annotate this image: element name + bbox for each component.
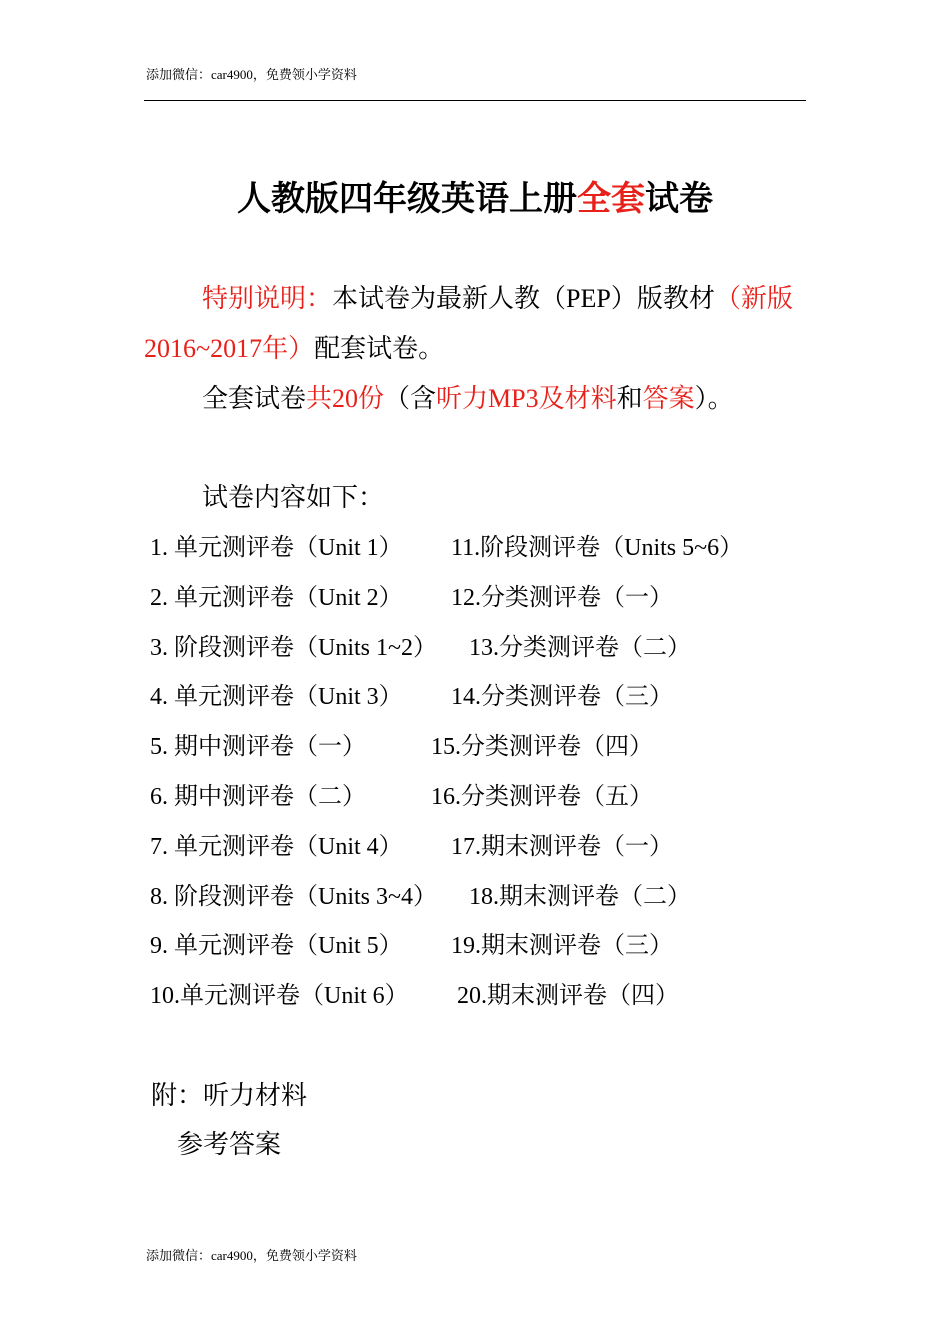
contents-item-left: 6. 期中测评卷（二）: [150, 784, 366, 810]
contents-item-left: 10.单元测评卷（Unit 6）: [150, 983, 409, 1010]
intro-line2-b: 共20份: [306, 384, 385, 413]
contents-item-left: 2. 单元测评卷（Unit 2）: [150, 584, 403, 611]
appendix-line-1: 附：听力材料: [151, 1081, 308, 1110]
intro-line2-e: 和: [616, 384, 643, 413]
intro-paragraph-2: [202, 374, 866, 424]
contents-row: [0, 827, 950, 867]
contents-row: [0, 976, 950, 1016]
intro-line2-a: 全套试卷: [202, 384, 307, 413]
contents-item-right: 18.期末测评卷（二）: [469, 883, 691, 910]
contents-item-right: 19.期末测评卷（三）: [451, 933, 673, 960]
intro-paragraph: [144, 274, 808, 374]
contents-item-left: 3. 阶段测评卷（Units 1~2）: [150, 634, 437, 661]
contents-item-right: 13.分类测评卷（二）: [469, 634, 691, 661]
intro-line2-d: 听力MP3及材料: [436, 384, 617, 413]
contents-row: [0, 628, 950, 668]
intro-line2-c: （含: [384, 384, 437, 413]
header-divider: [144, 100, 806, 101]
title-part-2-highlight: 全套: [577, 181, 645, 218]
contents-item-right: 11.阶段测评卷（Units 5~6）: [451, 535, 744, 561]
contents-row: [0, 528, 950, 568]
intro-text-1: 本试卷为最新人教（PEP）版教材: [332, 284, 715, 313]
contents-item-right: 12.分类测评卷（一）: [451, 584, 673, 611]
contents-item-left: 5. 期中测评卷（一）: [150, 734, 366, 761]
contents-row: [0, 578, 950, 618]
contents-row: [0, 727, 950, 767]
contents-item-left: 7. 单元测评卷（Unit 4）: [150, 833, 403, 860]
intro-line2-g: ）。: [694, 384, 734, 413]
contents-row: [0, 777, 950, 817]
contents-row: [0, 926, 950, 966]
contents-row: [0, 877, 950, 917]
contents-item-right: 17.期末测评卷（一）: [451, 833, 673, 860]
title-part-1: 人教版四年级英语上册: [237, 181, 577, 218]
contents-item-left: 1. 单元测评卷（Unit 1）: [150, 535, 403, 561]
contents-item-left: 9. 单元测评卷（Unit 5）: [150, 933, 403, 960]
footer-note: 添加微信：car4900，免费领小学资料: [146, 1248, 357, 1263]
contents-item-left: 8. 阶段测评卷（Units 3~4）: [150, 883, 437, 910]
title-part-3: 试卷: [645, 181, 713, 218]
intro-line2-f: 答案: [642, 384, 695, 413]
contents-item-right: 20.期末测评卷（四）: [457, 983, 679, 1010]
appendix-line-2: 参考答案: [177, 1130, 282, 1159]
document-title: [0, 176, 950, 224]
header-note: 添加微信：car4900，免费领小学资料: [146, 67, 357, 82]
contents-item-right: 16.分类测评卷（五）: [431, 784, 653, 810]
intro-label: 特别说明：: [202, 284, 333, 313]
contents-item-right: 14.分类测评卷（三）: [451, 684, 673, 711]
contents-row: [0, 677, 950, 717]
intro-text-2: 配套试卷。: [314, 334, 445, 363]
contents-item-left: 4. 单元测评卷（Unit 3）: [150, 684, 403, 711]
intro-highlight-edition: （新版2016~2017年）: [144, 284, 793, 363]
contents-heading: 试卷内容如下：: [202, 483, 385, 512]
contents-item-right: 15.分类测评卷（四）: [431, 734, 653, 761]
